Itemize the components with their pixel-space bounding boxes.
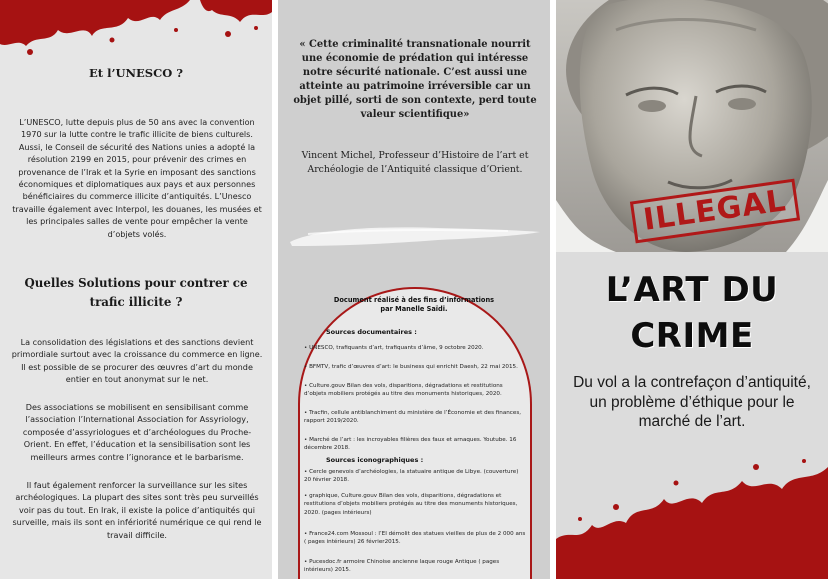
- paint-splash-top-left: [0, 0, 272, 60]
- solutions-heading: Quelles Solutions pour contrer ce trafic illicite ?: [24, 276, 248, 309]
- source-item: • UNESCO, trafiquants d’art, trafiquants d’âme, 9 octobre 2020.: [304, 345, 484, 351]
- paint-splash-bottom-right: [556, 459, 828, 579]
- source-item: • France24.com Mossoul : l’EI démolit des statues vieilles de plus de 2 000 ans ( pages intérieurs) 26 février2015.: [304, 531, 526, 546]
- source-item: • Cercle genevois d’archéologies, la statuaire antique de Libye. (couverture) 20 février 2018.: [304, 469, 519, 484]
- title-line-1: L’ART DU: [605, 270, 779, 310]
- source-item: • Tracfin, cellule antiblanchiment du ministère de l’Économie et des finances, rapport 2019/2020.: [304, 410, 522, 425]
- sources-iconographiques-heading: Sources iconographiques :: [326, 456, 424, 464]
- source-item: • Marché de l’art : les incroyables filières des faux et arnaques. Youtube. 16 décembre 2018.: [304, 437, 517, 452]
- solutions-paragraph-3: Il faut également renforcer la surveillance sur les sites archéologiques. La plupart des sites sont très peu surveillés voir pas du tout. En Irak, il existe la police d’antiquités qui surveille, mais ils sont en infériorité numérique ce qui rend le travail difficile.: [12, 480, 262, 540]
- document-author-note: Document réalisé à des fins d’informations par Manelle Saïdi.: [333, 296, 495, 313]
- unesco-heading: Et l’UNESCO ?: [89, 66, 183, 80]
- source-item: • Culture.gouv Bilan des vols, disparitions, dégradations et restitutions d’objets mobiliers protégés au titre des monuments historiques, 2020.: [304, 383, 503, 398]
- sources-documentaires-heading: Sources documentaires :: [326, 328, 417, 336]
- source-item: • graphique, Culture.gouv Bilan des vols, disparitions, dégradations et restitutions d’objets mobiliers protégés au titre des monuments historiques, 2020. (pages intérieurs): [304, 493, 518, 516]
- subtitle: Du vol a la contrefaçon d’antiquité, un problème d’éthique pour le marché de l’art.: [573, 374, 811, 430]
- source-item: • Pucesdoc.fr armoire Chinoise ancienne laque rouge Antique ( pages intérieurs) 2015.: [304, 559, 500, 574]
- source-item: • BFMTV, trafic d’œuvres d’art: le business qui enrichit Daesh, 22 mai 2015.: [304, 364, 518, 370]
- right-panel: [556, 0, 828, 579]
- left-panel: [0, 0, 272, 579]
- middle-panel: [278, 0, 550, 579]
- quote-text: « Cette criminalité transnationale nourrit une économie de prédation qui intéresse notre sécurité nationale. C’est aussi une atteinte au patrimoine irréversible car un objet pillé, sorti de son contexte, perd toute valeur scientifique»: [293, 39, 537, 120]
- quote-author: Vincent Michel, Professeur d’Histoire de l’art et Archéologie de l’Antiquité classique d’Orient.: [301, 150, 529, 175]
- illegal-stamp: ILLEGAL: [630, 179, 800, 244]
- unesco-text: L’UNESCO, lutte depuis plus de 50 ans avec la convention 1970 sur la lutte contre le trafic illicite de biens culturels. Aussi, le Conseil de sécurité des Nations unies a adopté la résolution 2199 en 2015, pour prévenir des crimes en provenance de l’Irak et la Syrie en imposant des sanctions économiques et diplomatiques aux pays et aux personnes bénéficiaires du commerce illicite d’antiquités. L’Unesco travaille également avec Interpol, les douanes, les musées et les principales salles de vente pour empêcher la vente d’objets volés.: [12, 117, 262, 239]
- solutions-paragraph-1: La consolidation des législations et des sanctions devient primordiale surtout avec la croissance du commerce en ligne. Il est possible de se procurer des œuvres d’art du monde entier en tout anonymat sur le net.: [11, 337, 263, 385]
- title-line-2: CRIME: [630, 316, 754, 356]
- brush-stroke: [278, 216, 550, 256]
- solutions-paragraph-2: Des associations se mobilisent en sensibilisant comme l’association l’International Association for Assyriology, composée d’assyriologues et d’archéologues du Proche-Orient. En effet, l’éducation et la sensibilisation sont les meilleurs armes contre l’ignorance et le barbarisme.: [22, 402, 252, 462]
